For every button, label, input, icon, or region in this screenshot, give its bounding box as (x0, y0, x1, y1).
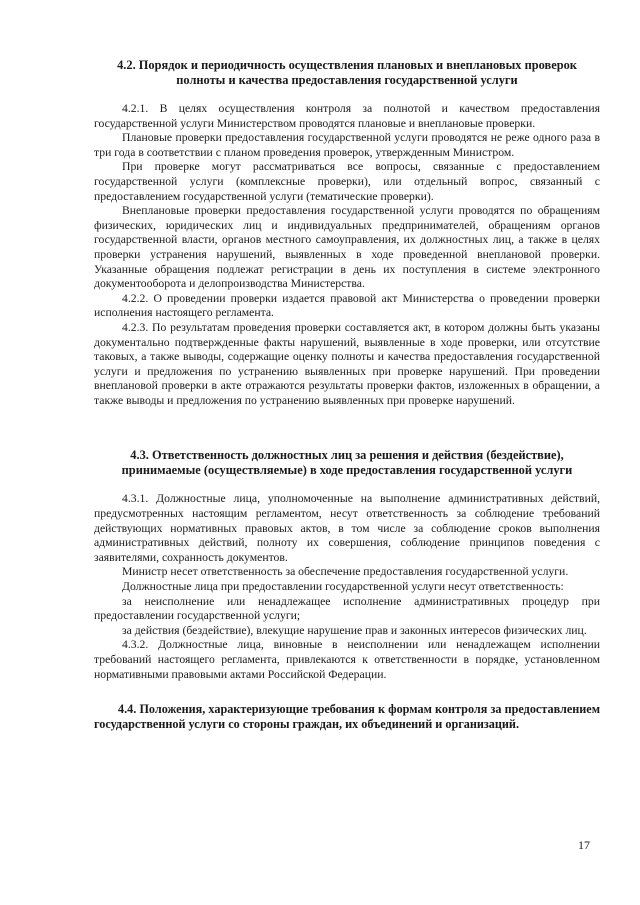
page-number: 17 (578, 838, 590, 852)
section-4-2 (94, 58, 600, 408)
heading-line: принимаемые (осуществляемые) в ходе предоставления государственной услуги (121, 463, 573, 478)
document-body (94, 58, 600, 732)
section-heading (94, 58, 600, 88)
paragraph: за действия (бездействие), влекущие нарушение прав и законных интересов физических лиц. (122, 623, 587, 637)
paragraph: При проверке могут рассматриваться все вопросы, связанные с предоставлением государственной услуги (комплексные проверки), или отдельный вопрос, связанный с предоставлением государственной услуги (тематические проверки). (94, 160, 600, 203)
paragraph: Плановые проверки предоставления государственной услуги проводятся не реже одного раза в три года в соответствии с планом проведения проверок, утвержденным Министром. (94, 131, 600, 159)
section-4-4 (94, 702, 600, 732)
paragraph: 4.3.2. Должностные лица, виновные в неисполнении или ненадлежащем исполнении требований настоящего регламента, привлекаются к ответственности в порядке, установленном нормативными правовыми актами Российской Федерации. (94, 638, 600, 681)
paragraph: Должностные лица при предоставлении государственной услуги несут ответственность: (122, 580, 564, 594)
paragraph: 4.2.1. В целях осуществления контроля за полнотой и качеством предоставления государственной услуги Министерством проводятся плановые и внеплановые проверки. (94, 102, 600, 130)
heading-line: 4.2. Порядок и периодичность осуществления плановых и внеплановых проверок (117, 58, 577, 72)
section-heading: 4.4. Положения, характеризующие требования к формам контроля за предоставлением государственной услуги со стороны граждан, их объединений и организаций. (94, 702, 600, 732)
paragraph: 4.2.2. О проведении проверки издается правовой акт Министерства о проведении проверки исполнения настоящего регламента. (94, 291, 600, 320)
paragraph: за неисполнение или ненадлежащее исполнение административных процедур при предоставлении государственной услуги; (94, 594, 600, 623)
section-4-3 (94, 448, 600, 682)
section-heading (94, 448, 600, 478)
paragraph: 4.3.1. Должностные лица, уполномоченные на выполнение административных действий, предусмотренных настоящим регламентом, несут ответственность за соблюдение требований действующих нормативных правовых актов, в том числе за соблюдение сроков выполнения административных действий, полноту их совершения, соблюдение принципов поведения с заявителями, сохранность документов. (94, 492, 600, 564)
paragraph: Внеплановые проверки предоставления государственной услуги проводятся по обращениям физических, юридических лиц и индивидуальных предпринимателей, обращениям органов государственной власти, органов местного самоуправления, их должностных лиц, а также в целях проверки устранения нарушений, выявленных в ходе проведенной внеплановой проверки. Указанные обращения подлежат регистрации в день их поступления в системе электронного документооборота и делопроизводства Министерства. (94, 204, 600, 291)
heading-line: полноты и качества предоставления государственной услуги (176, 73, 518, 87)
heading-line: 4.3. Ответственность должностных лиц за решения и действия (бездействие), (130, 448, 564, 463)
paragraph: Министр несет ответственность за обеспечение предоставления государственной услуги. (122, 565, 569, 579)
paragraph: 4.2.3. По результатам проведения проверки составляется акт, в котором должны быть указаны документально подтвержденные факты нарушений, выявленные в ходе проверки, или отсутствие таковых, а также выводы, содержащие оценку полноты и качества предоставления государственной услуги и предложения по устранению выявленных при проверке нарушений. При проведении внеплановой проверки в акте отражаются результаты проверки фактов, изложенных в обращении, а также выводы и предложения по устранению выявленных при проверке нарушений. (94, 320, 600, 407)
